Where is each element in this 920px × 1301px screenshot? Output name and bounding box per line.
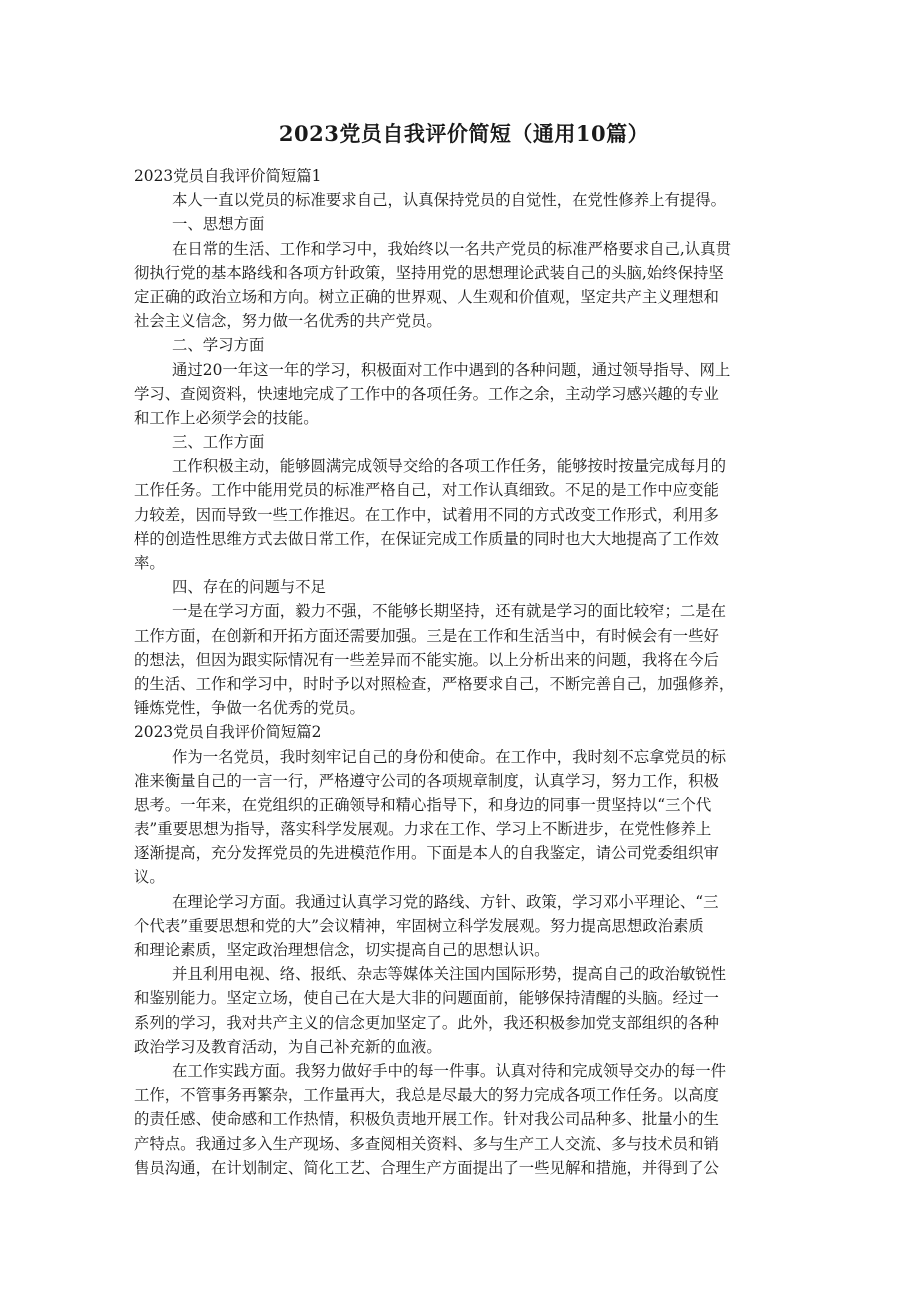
paragraph-line: 在工作实践方面。我努力做好手中的每一件事。认真对待和完成领导交办的每一件 [172, 1061, 727, 1080]
paragraph-line: 个代表”重要思想和党的大”会议精神，牢固树立科学发展观。努力提高思想政治素质 [134, 916, 704, 935]
section-heading: 2023党员自我评价简短篇1 [134, 167, 322, 185]
paragraph-line: 政治学习及教育活动，为自己补充新的血液。 [134, 1037, 442, 1056]
paragraph-line: 作为一名党员，我时刻牢记自己的身份和使命。在工作中，我时刻不忘拿党员的标 [172, 747, 727, 766]
paragraph-line: 议。 [134, 868, 165, 887]
paragraph-line: 社会主义信念，努力做一名优秀的共产党员。 [134, 312, 442, 331]
paragraph-line: 率。 [134, 554, 165, 572]
paragraph-line: 系列的学习，我对共产主义的信念更加坚定了。此外，我还积极参加党支部组织的各种 [134, 1013, 719, 1032]
document-body [134, 164, 794, 1180]
paragraph-line: 通过20一年这一年的学习，积极面对工作中遇到的各种问题，通过领导指导、网上 [172, 360, 731, 379]
paragraph-line: 和鉴别能力。坚定立场，使自己在大是大非的问题面前，能够保持清醒的头脑。经过一 [134, 989, 719, 1008]
paragraph-line: 四、存在的问题与不足 [172, 578, 326, 597]
paragraph-line: 三、工作方面 [172, 433, 265, 452]
document-title: 2023党员自我评价简短（通用10篇） [278, 121, 650, 146]
paragraph-line: 样的创造性思维方式去做日常工作，在保证完成工作质量的同时也大大地提高了工作效 [134, 529, 719, 548]
paragraph-line: 的责任感、使命感和工作热情，积极负责地开展工作。针对我公司品种多、批量小的生 [134, 1110, 719, 1129]
paragraph-line: 的想法，但因为跟实际情况有一些差异而不能实施。以上分析出来的问题，我将在今后 [134, 650, 719, 669]
paragraph-line: 一、思想方面 [172, 215, 265, 234]
paragraph-line: 在日常的生活、工作和学习中，我始终以一名共产党员的标准严格要求自己,认真贯 [172, 239, 731, 258]
paragraph-line: 定正确的政治立场和方向。树立正确的世界观、人生观和价值观，坚定共产主义理想和 [134, 287, 719, 306]
paragraph-line: 和工作上必须学会的技能。 [134, 408, 319, 427]
paragraph-line: 工作任务。工作中能用党员的标准严格自己，对工作认真细致。不足的是工作中应变能 [134, 481, 719, 500]
paragraph-line: 学习、查阅资料，快速地完成了工作中的各项任务。工作之余，主动学习感兴趣的专业 [134, 384, 719, 403]
paragraph-line: 力较差，因而导致一些工作推迟。在工作中，试着用不同的方式改变工作形式，利用多 [134, 505, 719, 524]
paragraph-line: 思考。一年来，在党组织的正确领导和精心指导下，和身边的同事一贯坚持以“三个代 [134, 795, 712, 814]
paragraph-line: 锤炼党性，争做一名优秀的党员。 [134, 699, 365, 718]
paragraph-line: 工作积极主动，能够圆满完成领导交给的各项工作任务，能够按时按量完成每月的 [172, 457, 727, 476]
paragraph-line: 的生活、工作和学习中，时时予以对照检查，严格要求自己，不断完善自己，加强修养， [134, 674, 735, 693]
paragraph-line: 一是在学习方面，毅力不强，不能够长期坚持，还有就是学习的面比较窄；二是在 [172, 602, 727, 621]
paragraph-line: 工作，不管事务再繁杂，工作量再大，我总是尽最大的努力完成各项工作任务。以高度 [134, 1086, 719, 1105]
paragraph-line: 产特点。我通过多入生产现场、多查阅相关资料、多与生产工人交流、多与技术员和销 [134, 1134, 719, 1153]
paragraph-line: 并且利用电视、络、报纸、杂志等媒体关注国内国际形势，提高自己的政治敏锐性 [172, 965, 727, 984]
paragraph-line: 在理论学习方面。我通过认真学习党的路线、方针、政策，学习邓小平理论、“三 [172, 892, 719, 911]
paragraph-line: 二、学习方面 [172, 336, 265, 355]
paragraph-line: 本人一直以党员的标准要求自己，认真保持党员的自觉性，在党性修养上有提得。 [172, 191, 727, 210]
paragraph-line: 和理论素质，坚定政治理想信念，切实提高自己的思想认识。 [134, 941, 550, 959]
section-heading: 2023党员自我评价简短篇2 [134, 723, 322, 742]
paragraph-line: 表”重要思想为指导，落实科学发展观。力求在工作、学习上不断进步，在党性修养上 [134, 820, 712, 839]
paragraph-line: 准来衡量自己的一言一行，严格遵守公司的各项规章制度，认真学习，努力工作，积极 [134, 771, 719, 790]
paragraph-line: 彻执行党的基本路线和各项方针政策，坚持用党的思想理论武装自己的头脑,始终保持坚 [134, 263, 724, 282]
paragraph-line: 逐渐提高，充分发挥党员的先进模范作用。下面是本人的自我鉴定，请公司党委组织审 [134, 844, 719, 863]
paragraph-line: 售员沟通，在计划制定、简化工艺、合理生产方面提出了一些见解和措施，并得到了公 [134, 1158, 719, 1177]
paragraph-line: 工作方面，在创新和开拓方面还需要加强。三是在工作和生活当中，有时候会有一些好 [134, 626, 719, 645]
